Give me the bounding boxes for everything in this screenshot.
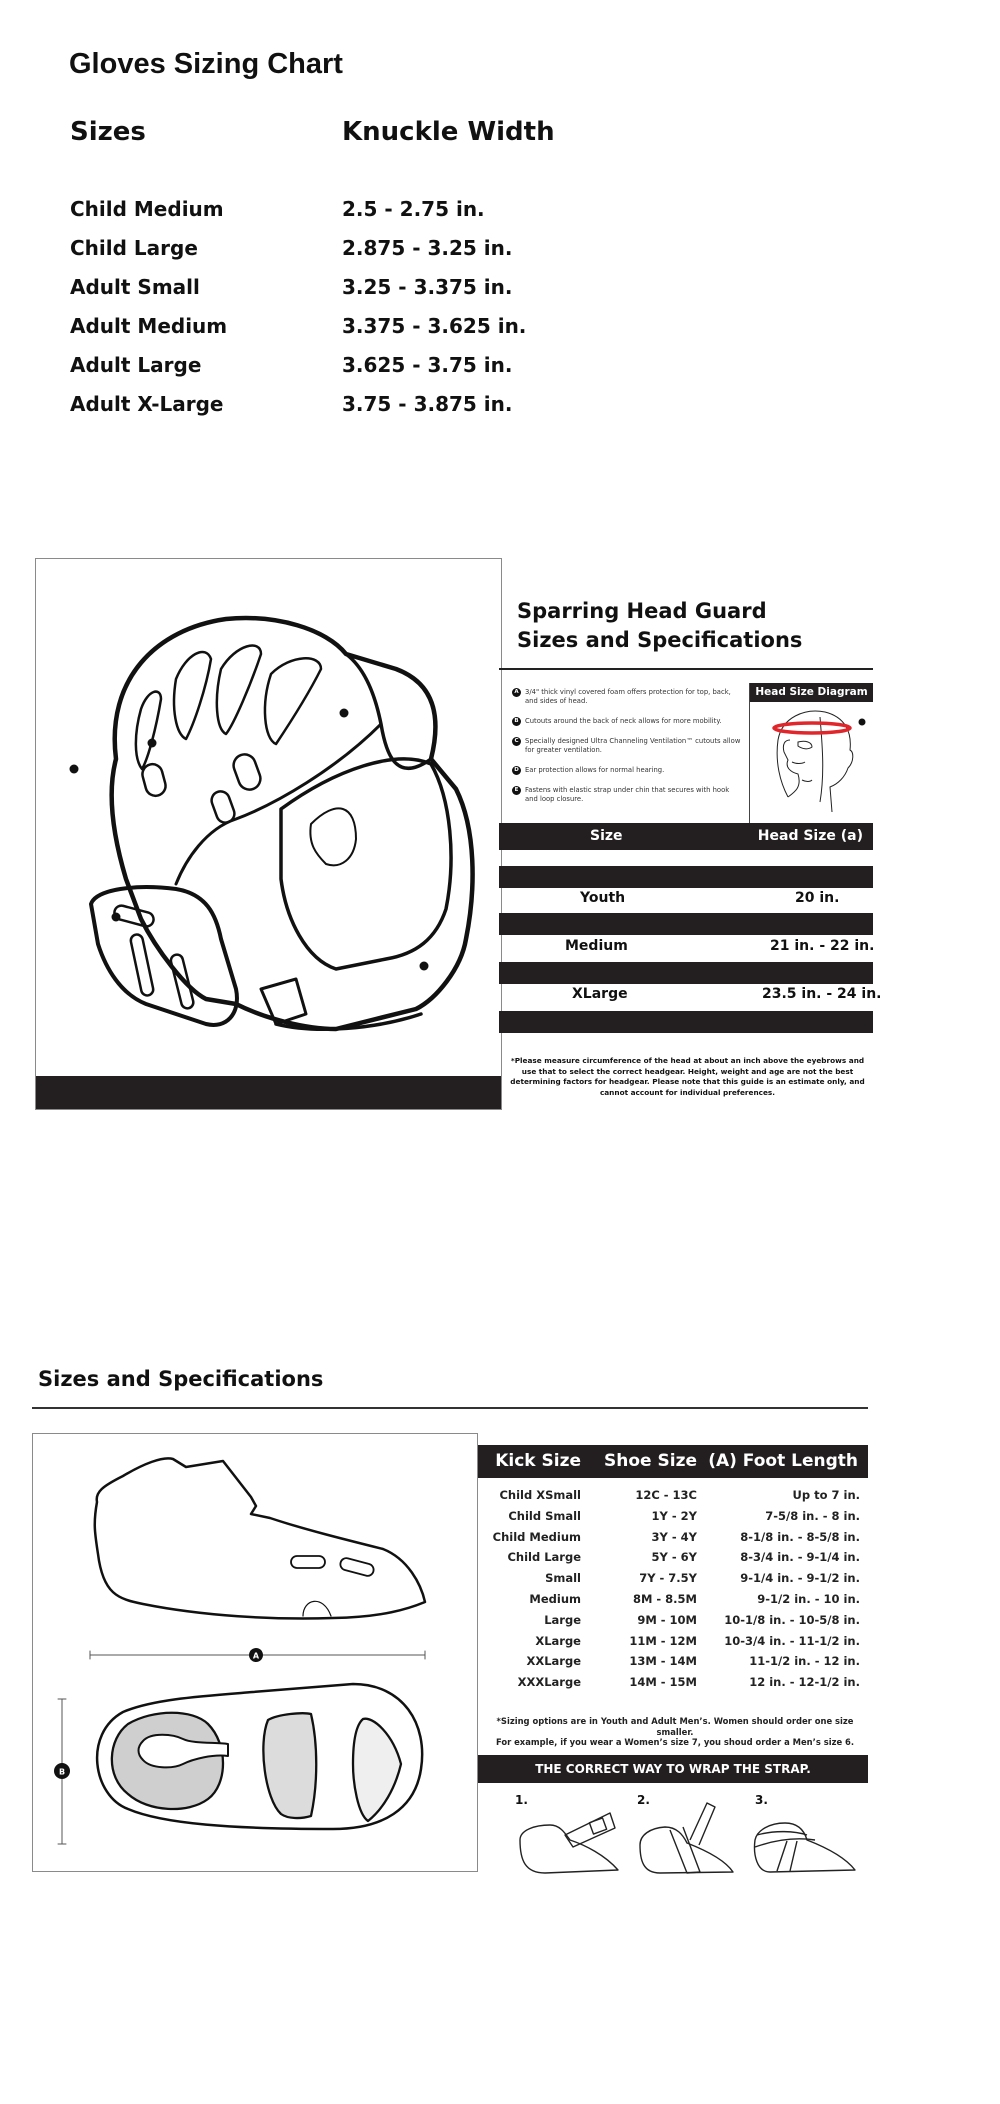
gloves-size-cell: Adult Small <box>70 275 200 299</box>
table-band <box>499 962 873 984</box>
kick-size-cell: Medium <box>529 1592 581 1606</box>
kick-size-cell: Child Small <box>508 1508 581 1523</box>
head-size-row-value: 21 in. - 22 in. <box>770 938 875 954</box>
diagram-marker-d <box>112 913 121 922</box>
gloves-width-cell: 2.5 - 2.75 in. <box>342 197 485 221</box>
table-band <box>499 866 873 888</box>
gloves-width-cell: 3.25 - 3.375 in. <box>342 275 513 299</box>
feature-item <box>512 717 744 726</box>
head-size-row-size: Youth <box>580 890 626 906</box>
foot-length-cell: 8-3/4 in. - 9-1/4 in. <box>740 1550 860 1565</box>
feature-item <box>512 786 744 804</box>
marker-e-icon: E <box>512 786 521 795</box>
kick-size-cell: Small <box>545 1571 581 1586</box>
shoe-size-cell: 3Y - 4Y <box>651 1529 697 1544</box>
shoe-size-cell: 14M - 15M <box>629 1675 697 1690</box>
foot-length-cell: 9-1/4 in. - 9-1/2 in. <box>740 1571 860 1586</box>
kick-size-cell: Child XSmall <box>499 1488 581 1502</box>
shoe-size-cell: 8M - 8.5M <box>632 1592 697 1606</box>
gloves-width-cell: 3.625 - 3.75 in. <box>342 353 513 377</box>
head-outline-icon <box>750 702 872 822</box>
kick-sizing-note <box>480 1716 870 1748</box>
col-header-head-size: Head Size (a) <box>757 828 863 844</box>
shoe-size-cell: 12C - 13C <box>635 1488 697 1502</box>
feature-item <box>512 737 744 755</box>
strap-steps-illustration <box>515 1795 875 1875</box>
gloves-size-cell: Adult Large <box>70 353 202 377</box>
shoe-size-cell: 1Y - 2Y <box>651 1508 697 1523</box>
kick-size-cell: Large <box>544 1612 581 1627</box>
foot-length-cell: 9-1/2 in. - 10 in. <box>757 1592 860 1606</box>
head-guard-measure-note: *Please measure circumference of the head at about an inch above the eyebrows and use that to select the correct headgear. Height, weight and age are not the best determining factors for headgear. Please note that this guide is an estimate only, and cannot account for individual preferences. <box>510 1056 865 1097</box>
foot-length-cell: Up to 7 in. <box>792 1488 860 1502</box>
head-guard-title-line1: Sparring Head Guard <box>517 599 767 623</box>
foot-length-cell: 7-5/8 in. - 8 in. <box>765 1508 860 1523</box>
measure-b-label: B <box>58 1767 66 1777</box>
shoe-size-cell: 5Y - 6Y <box>651 1550 697 1565</box>
foot-length-cell: 8-1/8 in. - 8-5/8 in. <box>740 1529 860 1544</box>
gloves-size-cell: Child Medium <box>70 197 224 221</box>
kick-illustration <box>33 1434 479 1871</box>
kick-size-cell: XLarge <box>535 1633 581 1648</box>
head-size-diagram-label: Head Size Diagram <box>750 683 873 702</box>
strap-step-2-icon <box>640 1803 733 1873</box>
col-header-size: Size <box>590 828 623 844</box>
kick-size-cell: XXLarge <box>526 1654 581 1669</box>
head-size-row-value: 23.5 in. - 24 in. <box>762 986 882 1002</box>
marker-c-icon: C <box>512 737 521 746</box>
marker-a-icon: A <box>512 688 521 697</box>
gloves-chart-title: Gloves Sizing Chart <box>69 48 343 80</box>
shoe-size-cell: 13M - 14M <box>629 1654 697 1669</box>
feature-text: Ear protection allows for normal hearing. <box>525 766 665 774</box>
col-header-foot-length: (A) Foot Length <box>708 1451 858 1471</box>
feature-text: 3/4" thick vinyl covered foam offers protection for top, back, and sides of head. <box>525 688 731 705</box>
gloves-width-cell: 2.875 - 3.25 in. <box>342 236 513 260</box>
shoe-size-cell: 7Y - 7.5Y <box>639 1571 697 1586</box>
gloves-width-cell: 3.75 - 3.875 in. <box>342 392 513 416</box>
wrap-strap-banner: THE CORRECT WAY TO WRAP THE STRAP. <box>478 1755 868 1783</box>
gloves-width-cell: 3.375 - 3.625 in. <box>342 314 527 338</box>
kick-size-cell: Child Large <box>507 1550 581 1565</box>
head-guard-title-line2: Sizes and Specifications <box>517 628 803 652</box>
foot-length-cell: 10-1/8 in. - 10-5/8 in. <box>724 1612 860 1627</box>
foot-length-cell: 10-3/4 in. - 11-1/2 in. <box>724 1633 860 1648</box>
head-size-row-value: 20 in. <box>795 890 840 906</box>
feature-text: Fastens with elastic strap under chin that secures with hook and loop closure. <box>525 786 730 803</box>
measure-a-label: A <box>252 1651 260 1661</box>
kick-size-cell: XXXLarge <box>517 1675 581 1690</box>
head-measurement-band <box>774 723 850 733</box>
kick-sizing-note-line1: *Sizing options are in Youth and Adult Men’s. Women should order one size smaller. <box>496 1716 854 1737</box>
table-band <box>499 913 873 935</box>
kicks-title-divider <box>32 1407 868 1409</box>
measure-a-marker <box>249 1648 263 1662</box>
col-header-kick-size: Kick Size <box>495 1451 581 1471</box>
kicks-section-title: Sizes and Specifications <box>38 1367 324 1391</box>
head-size-table-header <box>499 823 873 850</box>
feature-text: Cutouts around the back of neck allows for more mobility. <box>525 717 722 725</box>
strap-step-1-label: 1. <box>515 1793 528 1807</box>
measure-b-marker <box>54 1763 70 1779</box>
feature-item <box>512 688 744 706</box>
head-size-diagram <box>749 683 873 823</box>
table-band <box>499 1011 873 1033</box>
head-guard-illustration-panel <box>35 558 502 1110</box>
strap-step-3-icon <box>755 1823 855 1872</box>
head-guard-feature-list <box>512 688 744 804</box>
strap-step-3-label: 3. <box>755 1793 768 1807</box>
diagram-marker-e <box>420 962 429 971</box>
foot-length-cell: 11-1/2 in. - 12 in. <box>749 1654 860 1669</box>
feature-text: Specially designed Ultra Channeling Ventilation™ cutouts allow for greater ventilation. <box>525 737 741 754</box>
kick-table-header <box>478 1445 868 1478</box>
head-guard-illustration <box>36 559 503 1079</box>
head-size-row-size: XLarge <box>572 986 628 1002</box>
kick-illustration-panel <box>32 1433 478 1872</box>
head-guard-title-divider <box>499 668 873 670</box>
feature-item <box>512 766 744 775</box>
kick-sizing-note-line2: For example, if you wear a Women’s size 7, you shoud order a Men’s size 6. <box>495 1737 855 1747</box>
col-header-shoe-size: Shoe Size <box>604 1451 697 1471</box>
gloves-size-cell: Adult X-Large <box>70 392 224 416</box>
head-size-row-size: Medium <box>565 938 628 954</box>
gloves-sizes-header: Sizes <box>70 117 146 147</box>
diagram-marker-c <box>148 739 157 748</box>
marker-b-icon: B <box>512 717 521 726</box>
diagram-marker-b <box>70 765 79 774</box>
kick-size-cell: Child Medium <box>492 1529 581 1544</box>
strap-step-1-icon <box>520 1813 618 1873</box>
illustration-footer-bar <box>36 1076 501 1109</box>
gloves-knuckle-width-header: Knuckle Width <box>342 117 555 147</box>
shoe-size-cell: 11M - 12M <box>629 1633 697 1648</box>
foot-length-cell: 12 in. - 12-1/2 in. <box>749 1675 860 1690</box>
gloves-size-cell: Adult Medium <box>70 314 228 338</box>
gloves-size-cell: Child Large <box>70 236 198 260</box>
strap-step-2-label: 2. <box>637 1793 650 1807</box>
marker-d-icon: D <box>512 766 521 775</box>
head-marker-a <box>859 719 866 726</box>
diagram-marker-a <box>340 709 349 718</box>
shoe-size-cell: 9M - 10M <box>637 1612 697 1627</box>
